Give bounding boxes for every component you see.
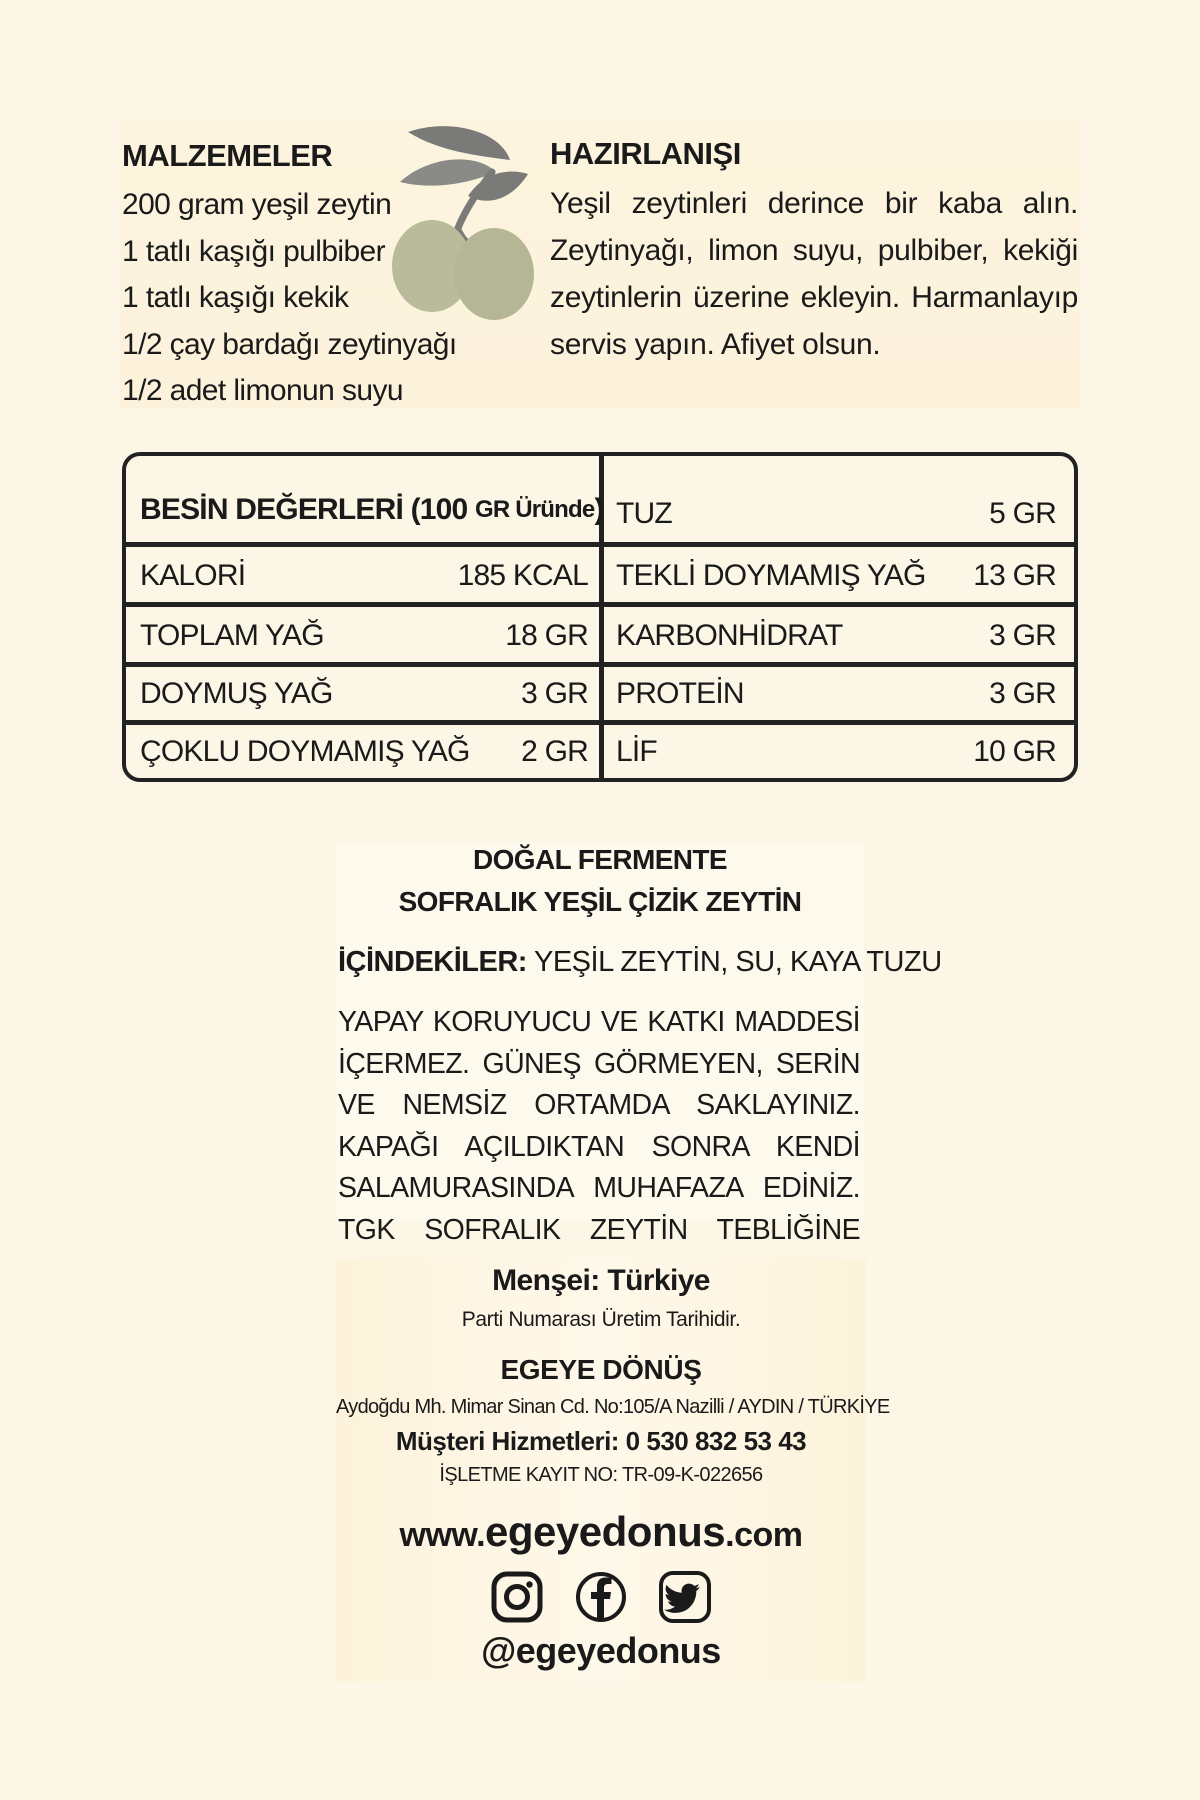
recipe-section	[120, 120, 1080, 408]
facebook-icon[interactable]	[574, 1570, 628, 1624]
table-divider	[126, 542, 1074, 547]
nutrition-row	[140, 724, 588, 780]
nutrition-table	[122, 452, 1078, 782]
nutrient-value: 185 KCAL	[457, 559, 588, 592]
nutrition-row	[616, 548, 1056, 604]
ingredient-item: 1 tatlı kaşığı pulbiber	[122, 234, 386, 268]
batch-note: Parti Numarası Üretim Tarihidir.	[461, 1308, 741, 1331]
nutrient-label: LİF	[616, 735, 657, 768]
website-suffix: .com	[725, 1516, 803, 1554]
nutrition-row	[140, 548, 588, 604]
nutrition-row	[616, 608, 1056, 664]
nutrition-header-main: BESİN DEĞERLERİ (100	[140, 493, 468, 526]
nutrition-row	[616, 724, 1056, 780]
ingredient-item: 1 tatlı kaşığı kekik	[122, 281, 349, 314]
social-icons	[336, 1570, 866, 1624]
instagram-icon[interactable]	[490, 1570, 544, 1624]
nutrition-row	[616, 486, 1056, 542]
product-name-line1: DOĞAL FERMENTE	[473, 844, 727, 875]
website-domain: egeyedonus	[485, 1508, 726, 1555]
twitter-icon[interactable]	[658, 1570, 712, 1624]
preparation-text: Yeşil zeytinleri derince bir kaba alın. Zeytinyağı, limon suyu, pulbiber, kekiği zeytinlerin üzerine ekleyin. Harmanlayıp servis yapın. Afiyet olsun.	[550, 187, 1078, 361]
olive-branch-icon	[388, 122, 538, 332]
nutrient-label: KALORİ	[140, 559, 246, 592]
nutrient-label: KARBONHİDRAT	[616, 619, 843, 652]
nutrient-label: DOYMUŞ YAĞ	[140, 677, 333, 710]
nutrition-row	[616, 666, 1056, 722]
nutrient-value: 10 GR	[973, 735, 1056, 768]
contents-value: YEŞİL ZEYTİN, SU, KAYA TUZU	[534, 946, 942, 978]
contact-section	[336, 1258, 890, 1682]
nutrient-value: 3 GR	[521, 677, 588, 710]
nutrient-label: ÇOKLU DOYMAMIŞ YAĞ	[140, 735, 470, 768]
ingredient-item: 200 gram yeşil zeytin	[122, 188, 392, 221]
nutrient-value: 2 GR	[521, 735, 588, 768]
nutrient-label: PROTEİN	[616, 677, 744, 710]
nutrient-label: TEKLİ DOYMAMIŞ YAĞ	[616, 559, 926, 592]
social-handle[interactable]: @egeyedonus	[481, 1630, 721, 1671]
nutrition-header	[140, 482, 604, 538]
product-name-line2: SOFRALIK YEŞİL ÇİZİK ZEYTİN	[398, 886, 802, 917]
nutrition-row	[140, 666, 588, 722]
nutrition-header-unit: GR Üründe	[474, 496, 595, 523]
preparation-title: HAZIRLANIŞI	[550, 136, 741, 171]
nutrient-label: TOPLAM YAĞ	[140, 619, 324, 652]
address-text: Aydoğdu Mh. Mimar Sinan Cd. No:105/A Nazilli / AYDIN / TÜRKİYE	[336, 1396, 890, 1418]
brand-name: EGEYE DÖNÜŞ	[500, 1354, 702, 1385]
nutrient-value: 3 GR	[989, 677, 1056, 710]
nutrient-value: 5 GR	[989, 497, 1056, 530]
nutrition-row	[140, 608, 588, 664]
customer-service-phone: Müşteri Hizmetleri: 0 530 832 53 43	[395, 1426, 807, 1456]
nutrient-value: 13 GR	[973, 559, 1056, 592]
ingredient-item: 1/2 çay bardağı zeytinyağı	[122, 327, 457, 361]
contents-line	[338, 946, 942, 979]
product-info	[336, 842, 942, 1246]
registration-number: İŞLETME KAYIT NO: TR-09-K-022656	[439, 1464, 763, 1486]
ingredients-title: MALZEMELER	[122, 138, 333, 173]
nutrient-value: 18 GR	[505, 619, 588, 652]
website-prefix: www.	[399, 1516, 486, 1554]
contents-label: İÇİNDEKİLER:	[338, 946, 527, 978]
nutrient-label: TUZ	[616, 497, 672, 530]
origin-text: Menşei: Türkiye	[492, 1264, 710, 1297]
website-link[interactable]	[336, 1508, 866, 1556]
ingredient-item: 1/2 adet limonun suyu	[122, 374, 403, 407]
nutrient-value: 3 GR	[989, 619, 1056, 652]
nutrition-header-close: )	[594, 493, 604, 526]
storage-warning: YAPAY KORUYUCU VE KATKI MADDESİ İÇERMEZ. GÜNEŞ GÖRMEYEN, SERİN VE NEMSİZ ORTAMDA SAKLAYINIZ. KAPAĞI AÇILDIKTAN SONRA KENDİ SALAMURASINDA MUHAFAZA EDİNİZ. TGK SOFRALIK ZEYTİN TEBLİĞİNE	[338, 1006, 860, 1246]
